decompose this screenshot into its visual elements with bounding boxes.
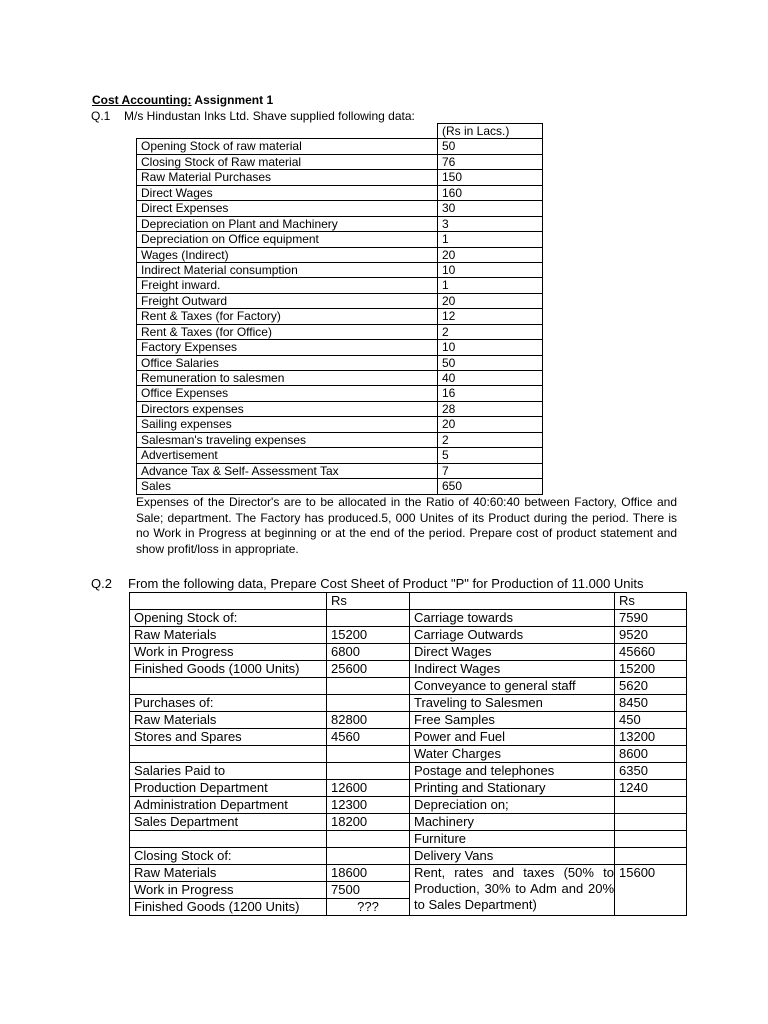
q1-row-label: Wages (Indirect) (137, 247, 438, 262)
q1-row-value: 5 (438, 448, 543, 463)
q1-row-label: Depreciation on Plant and Machinery (137, 216, 438, 231)
q2-cell-item (130, 831, 327, 848)
q2-number: Q.2 (91, 576, 112, 591)
q1-row (137, 170, 543, 185)
q2-cell-amount (327, 678, 410, 695)
q1-row-label: Advertisement (137, 448, 438, 463)
q2-cell-expense: Postage and telephones (410, 763, 615, 780)
q1-row-value: 1 (438, 232, 543, 247)
q2-heading (91, 576, 644, 591)
q2-row (130, 627, 687, 644)
q2-row (130, 797, 687, 814)
q2-cell-amount (327, 831, 410, 848)
q2-cell-amount: 12600 (327, 780, 410, 797)
q2-cell-expense-amount: 9520 (615, 627, 687, 644)
q2-cell-amount (327, 695, 410, 712)
q1-row-label: Directors expenses (137, 401, 438, 416)
q1-row-value: 20 (438, 247, 543, 262)
q2-row (130, 695, 687, 712)
q1-row-value: 160 (438, 185, 543, 200)
q2-cell-item: Purchases of: (130, 695, 327, 712)
q1-row-value: 28 (438, 401, 543, 416)
q2-cell-amount (327, 763, 410, 780)
q2-cell-item: Sales Department (130, 814, 327, 831)
q2-cell-item (130, 678, 327, 695)
q2-data-table (129, 592, 687, 916)
q2-cell-item: Finished Goods (1200 Units) (130, 899, 327, 916)
q2-cell-expense: Conveyance to general staff (410, 678, 615, 695)
title-underlined: Cost Accounting: (92, 93, 192, 107)
q1-row-value: 40 (438, 371, 543, 386)
q2-cell-expense: Power and Fuel (410, 729, 615, 746)
q1-row (137, 232, 543, 247)
q1-row-value: 2 (438, 432, 543, 447)
q2-header-col3 (410, 593, 615, 610)
q2-cell-item: Closing Stock of: (130, 848, 327, 865)
q1-row-value: 1 (438, 278, 543, 293)
q1-row-label: Factory Expenses (137, 340, 438, 355)
q2-cell-expense: Furniture (410, 831, 615, 848)
q1-row (137, 448, 543, 463)
q2-cell-item: Stores and Spares (130, 729, 327, 746)
q1-row-value: 50 (438, 139, 543, 154)
q2-cell-item: Opening Stock of: (130, 610, 327, 627)
q1-row-value: 10 (438, 340, 543, 355)
q1-row-label: Remuneration to salesmen (137, 371, 438, 386)
q2-cell-expense-amount (615, 814, 687, 831)
q1-row-value: 650 (438, 479, 543, 494)
q1-instructions: Expenses of the Director's are to be allocated in the Ratio of 40:60:40 between Factory, Office and Sale; department. The Factory has produced.5, 000 Unites of its Product during the period. There is no Work in Progress at beginning or at the end of the period. Prepare cost of product statement and show profit/loss in appropriate. (136, 495, 677, 556)
q1-intro: M/s Hindustan Inks Ltd. Shave supplied following data: (124, 109, 415, 123)
q1-row-label: Office Expenses (137, 386, 438, 401)
q1-heading (91, 109, 415, 123)
q2-cell-amount: 7500 (327, 882, 410, 899)
q1-row (137, 278, 543, 293)
q1-row-label: Freight Outward (137, 293, 438, 308)
q2-cell-expense: Machinery (410, 814, 615, 831)
q1-row (137, 139, 543, 154)
q1-row-value: 150 (438, 170, 543, 185)
q1-row (137, 432, 543, 447)
q1-row-value: 30 (438, 201, 543, 216)
q1-row (137, 479, 543, 494)
q1-row (137, 401, 543, 416)
q2-header-row (130, 593, 687, 610)
q2-cell-item: Work in Progress (130, 882, 327, 899)
q2-row (130, 780, 687, 797)
q1-row (137, 185, 543, 200)
q2-row (130, 865, 687, 882)
q2-cell-expense: Free Samples (410, 712, 615, 729)
q2-cell-item: Finished Goods (1000 Units) (130, 661, 327, 678)
q1-row-label: Closing Stock of Raw material (137, 154, 438, 169)
q1-row-label: Direct Wages (137, 185, 438, 200)
q2-row (130, 644, 687, 661)
q2-row (130, 848, 687, 865)
q2-cell-amount (327, 746, 410, 763)
q2-cell-item (130, 746, 327, 763)
q1-row-label: Rent & Taxes (for Factory) (137, 309, 438, 324)
q2-row (130, 746, 687, 763)
q1-row-value: 2 (438, 324, 543, 339)
q2-cell-expense-amount: 8600 (615, 746, 687, 763)
q1-row-label: Advance Tax & Self- Assessment Tax (137, 463, 438, 478)
q2-cell-amount: 4560 (327, 729, 410, 746)
q1-row-label: Salesman's traveling expenses (137, 432, 438, 447)
q1-row (137, 216, 543, 231)
q2-intro: From the following data, Prepare Cost Sheet of Product "P" for Production of 11.000 Units (128, 576, 644, 591)
q2-cell-rent-value: 15600 (615, 865, 687, 916)
q1-row (137, 371, 543, 386)
q1-row (137, 262, 543, 277)
q2-cell-amount: 15200 (327, 627, 410, 644)
q2-cell-item: Raw Materials (130, 712, 327, 729)
q2-row (130, 831, 687, 848)
q2-cell-expense: Carriage Outwards (410, 627, 615, 644)
q1-row-value: 10 (438, 262, 543, 277)
q2-cell-expense: Water Charges (410, 746, 615, 763)
q2-cell-expense-amount: 6350 (615, 763, 687, 780)
q1-row-label: Raw Material Purchases (137, 170, 438, 185)
q2-cell-expense-amount: 1240 (615, 780, 687, 797)
q1-row (137, 201, 543, 216)
q1-row-value: 20 (438, 293, 543, 308)
q2-cell-expense-amount (615, 831, 687, 848)
q2-cell-amount: 18200 (327, 814, 410, 831)
q2-cell-amount: 6800 (327, 644, 410, 661)
q1-row (137, 293, 543, 308)
q2-cell-expense: Traveling to Salesmen (410, 695, 615, 712)
q1-row (137, 154, 543, 169)
q2-cell-expense-amount: 7590 (615, 610, 687, 627)
q1-row-label: Sales (137, 479, 438, 494)
q2-cell-amount: 25600 (327, 661, 410, 678)
q1-row-value: 50 (438, 355, 543, 370)
q2-cell-rent-label: Rent, rates and taxes (50% to Production, 30% to Adm and 20% to Sales Department) (410, 865, 615, 916)
q1-row-value: 76 (438, 154, 543, 169)
q2-cell-expense-amount: 450 (615, 712, 687, 729)
q1-row-label: Opening Stock of raw material (137, 139, 438, 154)
q2-cell-expense-amount: 15200 (615, 661, 687, 678)
q2-cell-amount: 82800 (327, 712, 410, 729)
q2-cell-expense: Carriage towards (410, 610, 615, 627)
q1-row-label: Indirect Material consumption (137, 262, 438, 277)
q1-data-table (136, 123, 543, 495)
q2-cell-expense: Indirect Wages (410, 661, 615, 678)
q1-row (137, 309, 543, 324)
q1-row-label: Rent & Taxes (for Office) (137, 324, 438, 339)
q1-row (137, 355, 543, 370)
q2-cell-expense-amount: 13200 (615, 729, 687, 746)
q2-cell-amount (327, 848, 410, 865)
q2-cell-expense: Depreciation on; (410, 797, 615, 814)
q2-cell-expense: Direct Wages (410, 644, 615, 661)
q2-cell-expense-amount: 5620 (615, 678, 687, 695)
q2-cell-expense: Delivery Vans (410, 848, 615, 865)
q1-header-blank (137, 124, 438, 139)
q2-header-col1 (130, 593, 327, 610)
assignment-title (92, 93, 273, 107)
q2-cell-expense-amount: 8450 (615, 695, 687, 712)
q1-header-row (137, 124, 543, 139)
q2-header-col4: Rs (615, 593, 687, 610)
q2-row (130, 814, 687, 831)
q1-number: Q.1 (91, 109, 111, 123)
q2-row (130, 610, 687, 627)
q2-cell-item: Production Department (130, 780, 327, 797)
q1-row (137, 247, 543, 262)
q2-cell-expense: Printing and Stationary (410, 780, 615, 797)
q2-header-col2: Rs (327, 593, 410, 610)
q2-cell-item: Administration Department (130, 797, 327, 814)
q1-row-value: 12 (438, 309, 543, 324)
q2-cell-expense-amount (615, 797, 687, 814)
q2-cell-expense-amount (615, 848, 687, 865)
q2-row (130, 729, 687, 746)
q1-row (137, 463, 543, 478)
q2-cell-item: Raw Materials (130, 627, 327, 644)
q1-row (137, 340, 543, 355)
q2-row (130, 712, 687, 729)
q2-cell-item: Salaries Paid to (130, 763, 327, 780)
q2-row (130, 661, 687, 678)
q1-row-value: 20 (438, 417, 543, 432)
q1-row (137, 386, 543, 401)
q2-row (130, 678, 687, 695)
q2-cell-amount: ??? (327, 899, 410, 916)
q1-row-label: Depreciation on Office equipment (137, 232, 438, 247)
q1-row-label: Office Salaries (137, 355, 438, 370)
q2-cell-amount: 12300 (327, 797, 410, 814)
q1-row-label: Sailing expenses (137, 417, 438, 432)
q2-cell-item: Work in Progress (130, 644, 327, 661)
q1-unit-header: (Rs in Lacs.) (438, 124, 543, 139)
q1-row-value: 16 (438, 386, 543, 401)
title-rest: Assignment 1 (191, 93, 274, 107)
q2-cell-expense-amount: 45660 (615, 644, 687, 661)
q1-row-label: Freight inward. (137, 278, 438, 293)
q1-row (137, 417, 543, 432)
q2-cell-item: Raw Materials (130, 865, 327, 882)
q1-row-value: 3 (438, 216, 543, 231)
q2-cell-amount: 18600 (327, 865, 410, 882)
q2-row (130, 763, 687, 780)
q1-row-value: 7 (438, 463, 543, 478)
q1-row-label: Direct Expenses (137, 201, 438, 216)
q1-row (137, 324, 543, 339)
q2-cell-amount (327, 610, 410, 627)
